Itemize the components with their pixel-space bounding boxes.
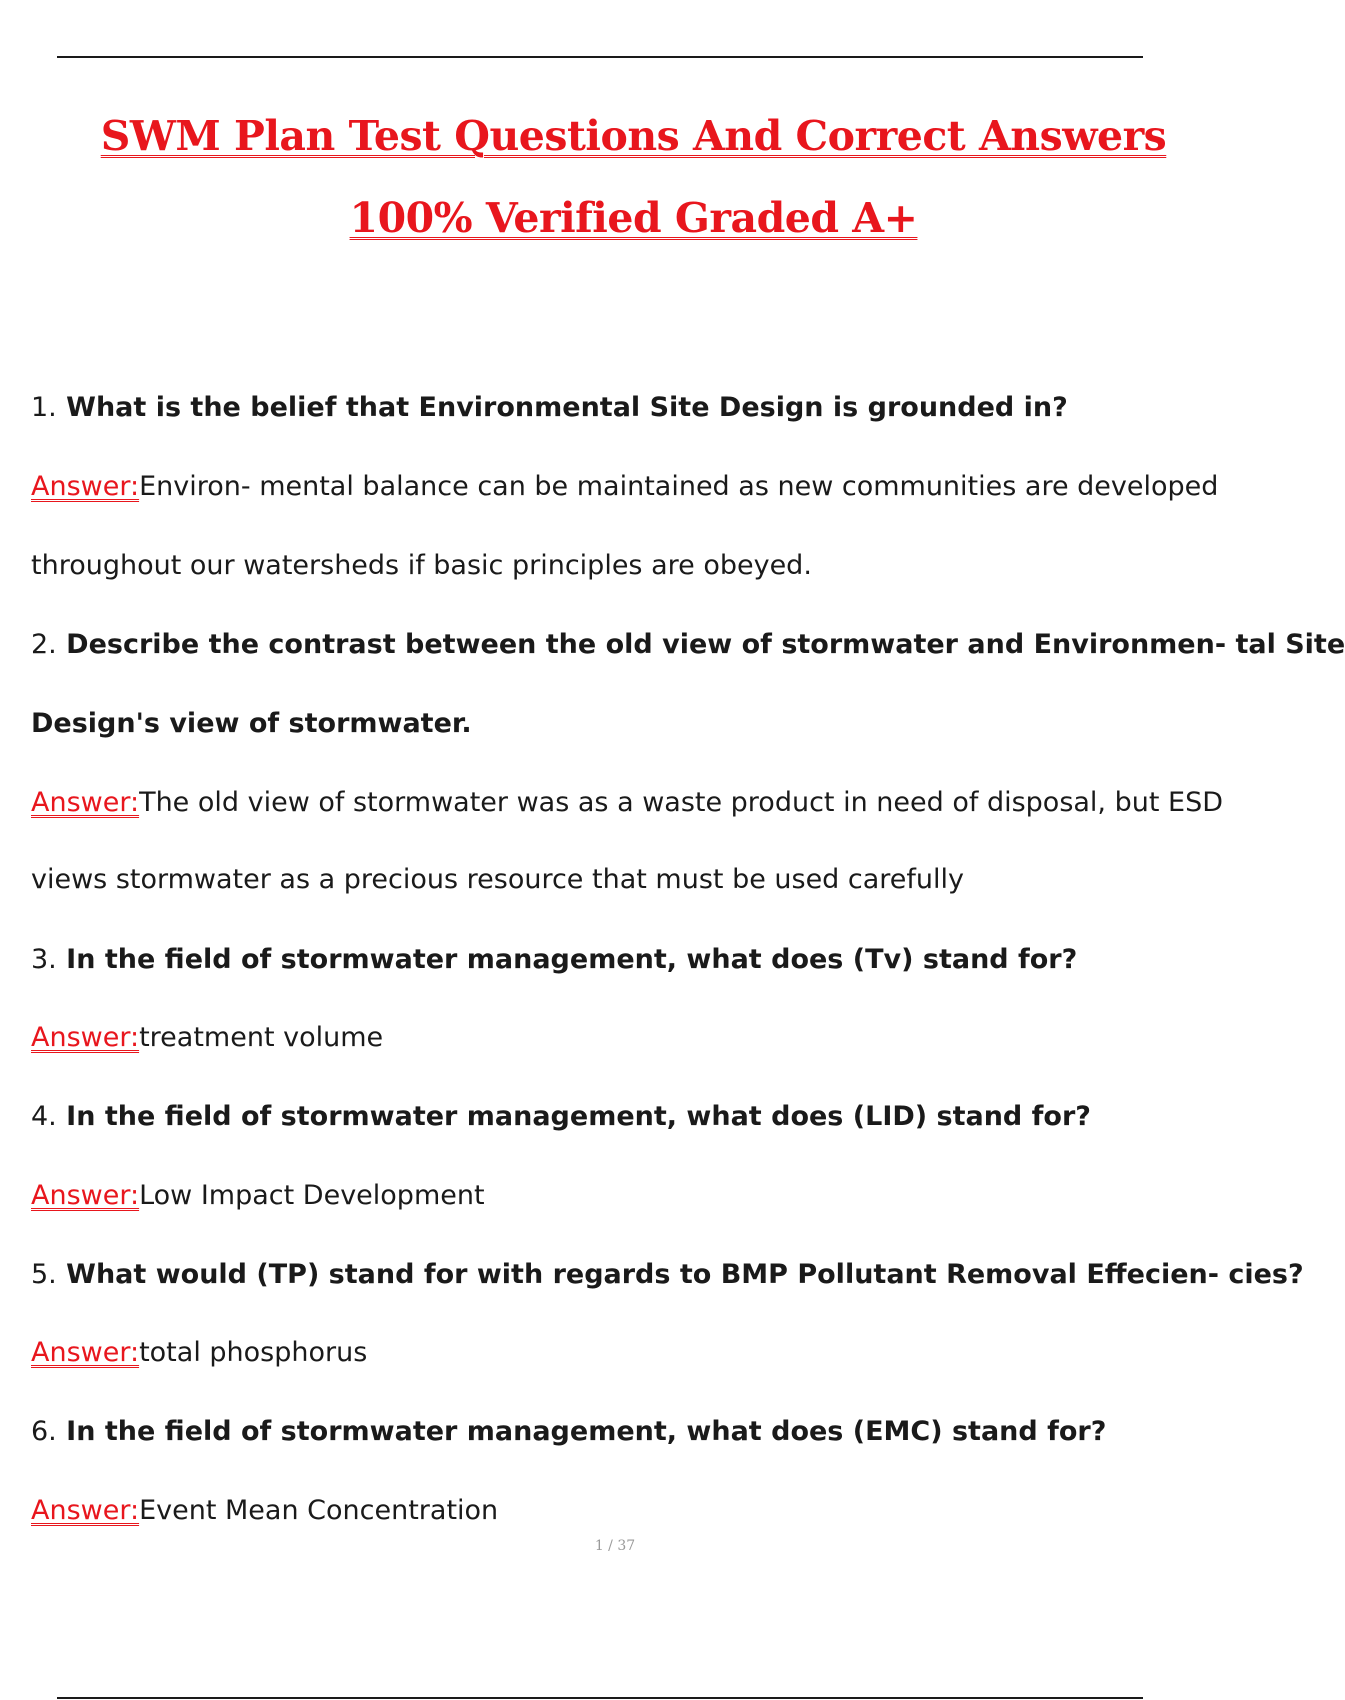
question-6: 6. In the field of stormwater management, what does (EMC) stand for? [31, 1416, 1107, 1447]
question-2-continued: Design's view of stormwater. [31, 708, 472, 739]
document-title-line-2: 100% Verified Graded A+ [349, 194, 918, 242]
answer-label: Answer: [31, 1337, 140, 1368]
question-5: 5. What would (TP) stand for with regards to BMP Pollutant Removal Effecien- cies? [31, 1259, 1304, 1290]
question-2: 2. Describe the contrast between the old view of stormwater and Environmen- tal Site [31, 629, 1345, 660]
answer-label: Answer: [31, 1495, 140, 1526]
document-title-line-1: SWM Plan Test Questions And Correct Answers [100, 112, 1167, 160]
answer-label: Answer: [31, 1022, 140, 1053]
top-rule [57, 56, 1143, 58]
answer-1-continued: throughout our watersheds if basic principles are obeyed. [31, 550, 812, 581]
answer-2-continued: views stormwater as a precious resource that must be used carefully [31, 864, 965, 895]
answer-4: Answer:Low Impact Development [31, 1180, 485, 1211]
bottom-rule [57, 1697, 1143, 1699]
answer-5: Answer:total phosphorus [31, 1337, 368, 1368]
answer-label: Answer: [31, 787, 140, 818]
page-number: 1 / 37 [594, 1538, 636, 1554]
answer-6: Answer:Event Mean Concentration [31, 1495, 499, 1526]
answer-label: Answer: [31, 1180, 140, 1211]
answer-label: Answer: [31, 471, 140, 502]
answer-3: Answer:treatment volume [31, 1022, 384, 1053]
question-3: 3. In the field of stormwater management, what does (Tv) stand for? [31, 944, 1078, 975]
question-4: 4. In the field of stormwater management, what does (LID) stand for? [31, 1101, 1091, 1132]
answer-2: Answer:The old view of stormwater was as a waste product in need of disposal, but ESD [31, 787, 1224, 818]
answer-1: Answer:Environ- mental balance can be maintained as new communities are developed [31, 471, 1219, 502]
question-1: 1. What is the belief that Environmental Site Design is grounded in? [31, 392, 1068, 423]
